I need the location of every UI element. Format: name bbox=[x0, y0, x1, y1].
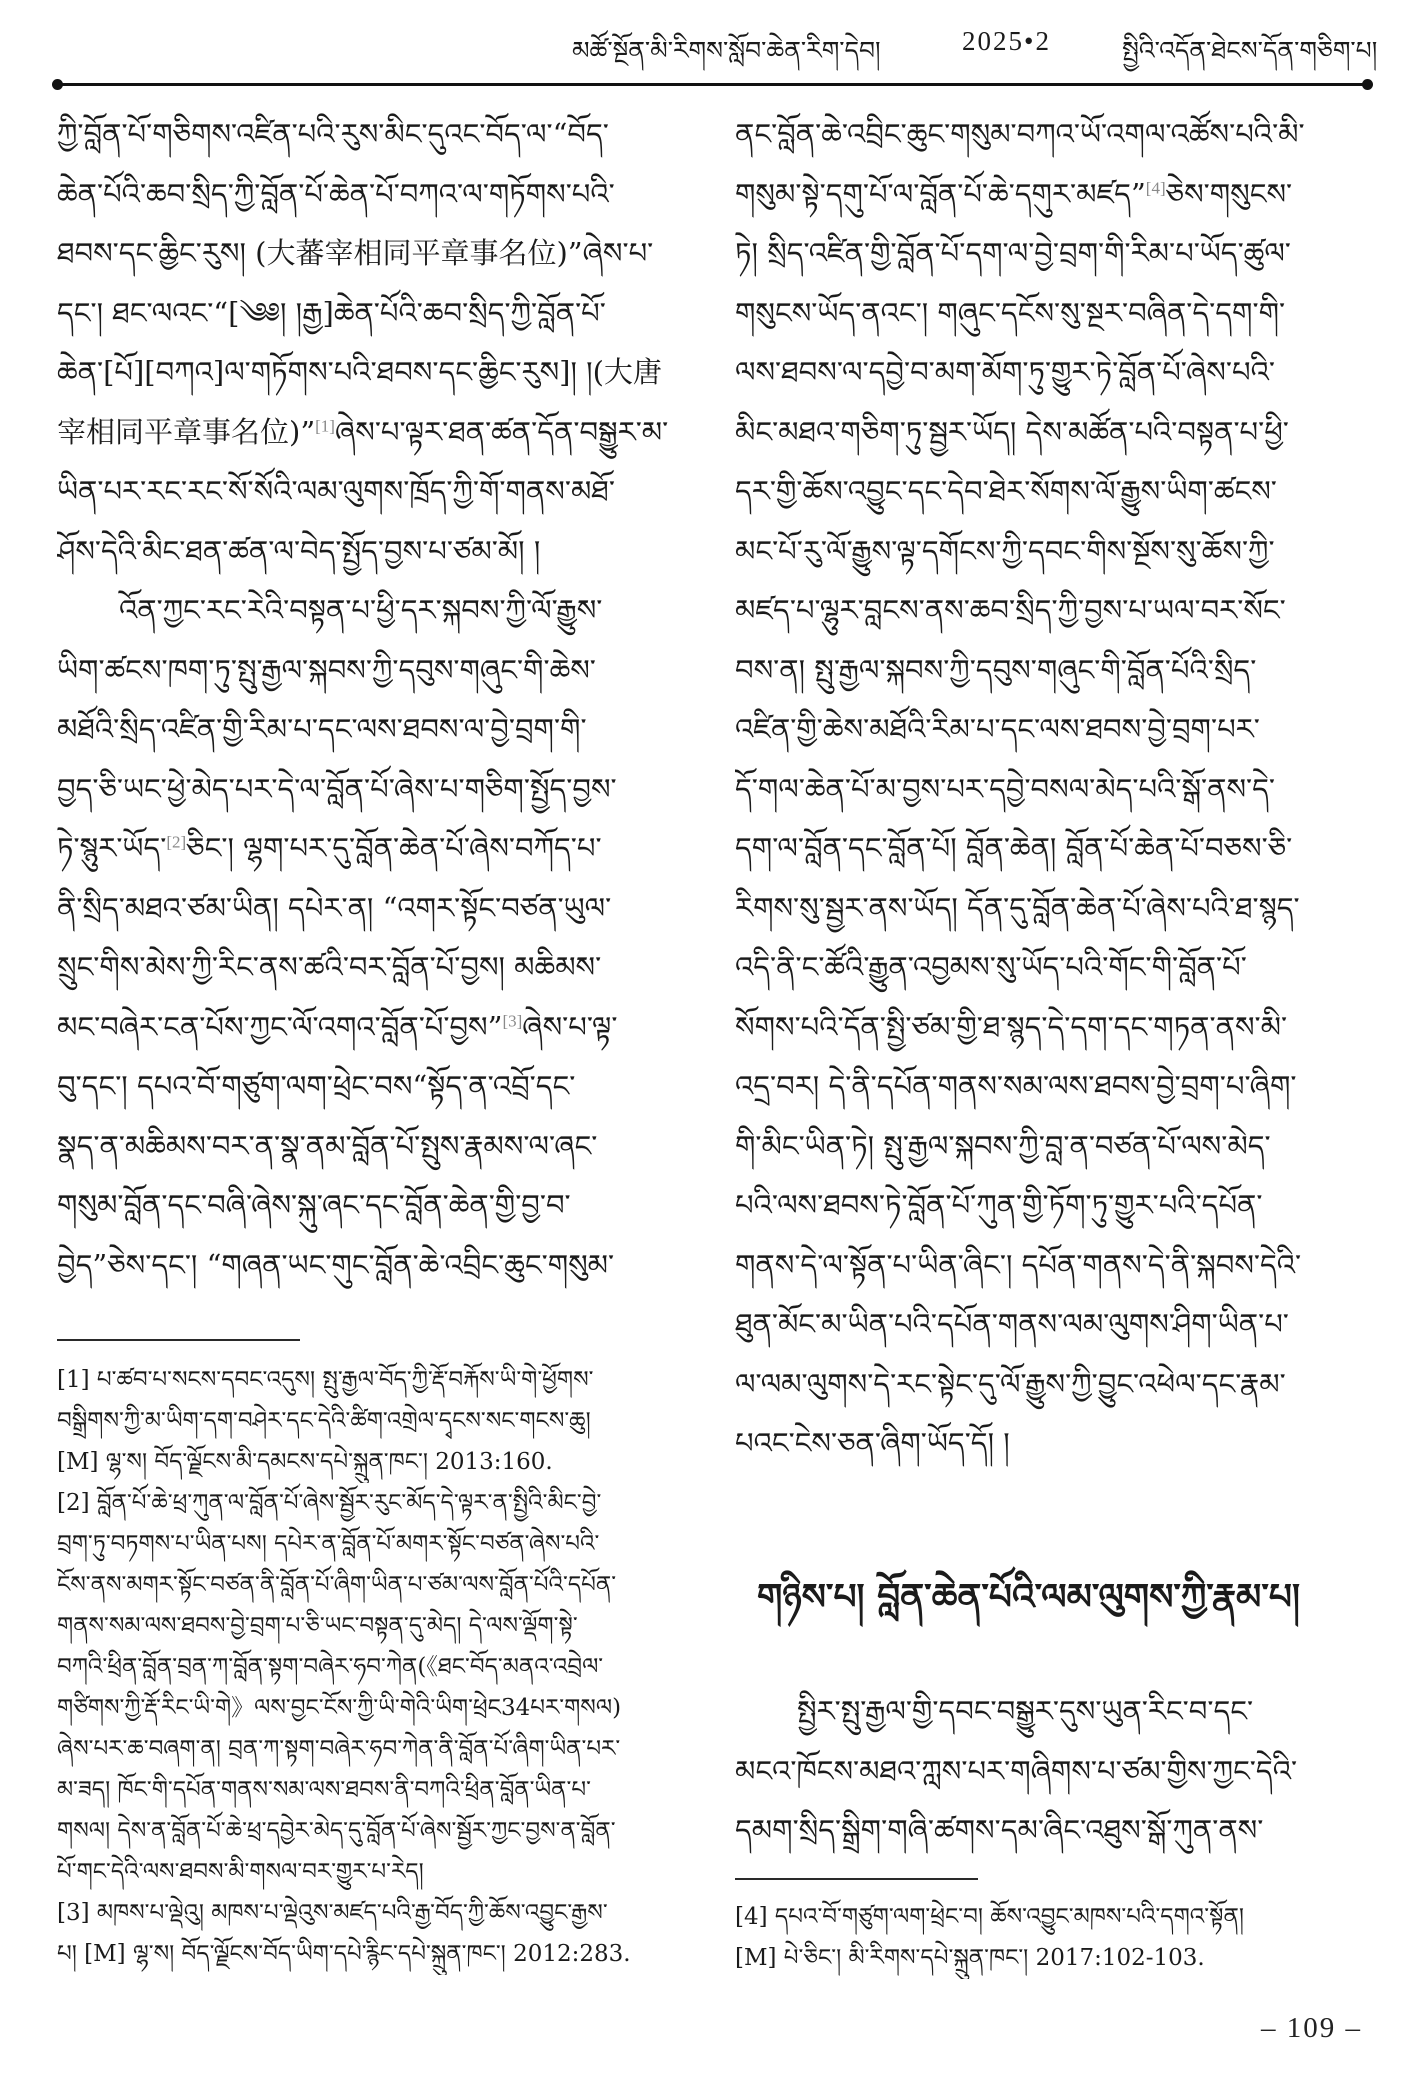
text-line: ཞེས་པར་ཆ་བཞག་ན། བྲན་ཀ་སྟག་བཞེར་ཧབ་ཀེན་ནི་བློན་པོ་ཞིག་ཡིན་པར་ bbox=[57, 1736, 621, 1762]
text-line: པའི་ལས་ཐབས་ཏེ་བློན་པོ་ཀུན་གྱི་ཏོག་ཏུ་གྱུར་པའི་དཔོན་ bbox=[735, 1188, 1263, 1222]
text-line: མང་པོ་རུ་ལོ་རྒྱུས་ལྟ་དགོངས་ཀྱི་དབང་གིས་སྔོས་སུ་ཆོས་ཀྱི་ bbox=[735, 533, 1275, 568]
text-line: རིགས་སུ་སྦྱར་ནས་ཡོད། དོན་དུ་བློན་ཆེན་པོ་ཞེས་པའི་ཐ་སྙད་ bbox=[735, 890, 1300, 925]
text-line: ནི་སྲིད་མཐའ་ཙམ་ཡིན། དཔེར་ན། “འགར་སྟོང་བཙན་ཡུལ་ bbox=[57, 890, 612, 925]
text-line: བྲག་ཏུ་བཏགས་པ་ཡིན་པས། དཔེར་ན་བློན་པོ་མགར་སྟོང་བཙན་ཞེས་པའི་ bbox=[57, 1531, 600, 1557]
footnotes-right-column bbox=[735, 1897, 1375, 1983]
text-line: གི་མིང་ཡིན་ཏེ། སྤུ་རྒྱལ་སྐབས་ཀྱི་བླ་ན་བཙན་པོ་ལས་མེད་ bbox=[735, 1128, 1271, 1163]
right-column-body-text-after-heading bbox=[735, 1682, 1375, 1862]
right-column-body-text bbox=[735, 105, 1375, 1485]
text-line: བས་ན། སྤུ་རྒྱལ་སྐབས་ཀྱི་དབུས་གཞུང་གི་བློན་པོའི་སྲིད་ bbox=[735, 652, 1257, 687]
text-line: ནང་བློན་ཆེ་འབྲིང་ཆུང་གསུམ་བཀའ་ཡོ་འགལ་འཚོས་པའི་མི་ bbox=[735, 117, 1305, 151]
text-line: ཐབས་དང་ཆྱིང་རུས། (大蕃宰相同平章事名位)”ཞེས་པ་ bbox=[57, 236, 654, 270]
text-line: བྱེད”ཅེས་དང་། “གཞན་ཡང་གུང་བློན་ཆེ་འབྲིང་ཆུང་གསུམ་ bbox=[57, 1247, 615, 1282]
text-line: བུ་དང་། དཔའ་བོ་གཙུག་ལག་ཕྲེང་བས“སྟོད་ན་འབྲོ་དང་ bbox=[57, 1069, 576, 1103]
text-line: ཀྱི་བློན་པོ་གཅིགས་འཛིན་པའི་རུས་མིང་དུའང་བོད་ལ་“བོད་ bbox=[57, 117, 609, 151]
footnote-separator-left bbox=[57, 1339, 300, 1341]
text-line: ཏེ། སྲིད་འཛིན་གྱི་བློན་པོ་དག་ལ་བྱེ་བྲག་གི་རིམ་པ་ཡོད་ཚུལ་ bbox=[735, 236, 1291, 270]
text-line: ལ་ལམ་ལུགས་དེ་རང་སྟེང་དུ་ལོ་རྒྱུས་ཀྱི་བྱུང་འཕེལ་དང་རྣམ་ bbox=[735, 1366, 1286, 1401]
header-rule bbox=[57, 83, 1370, 86]
running-head-journal-title: མཚོ་སྔོན་མི་རིགས་སློབ་ཆེན་རིག་དེབ། bbox=[572, 36, 881, 65]
text-line: འཛིན་གྱི་ཆེས་མཐོའི་རིམ་པ་དང་ལས་ཐབས་བྱེ་བྲག་པར་ bbox=[735, 712, 1260, 746]
text-line: གསལ། དེས་ན་བློན་པོ་ཆེ་ཕྲ་དབྱེར་མེད་དུ་བློན་པོ་ཞེས་སྦྱོར་ཀྱང་བྱས་ན་བློན་ bbox=[57, 1818, 616, 1844]
text-line: [4] དཔའ་བོ་གཙུག་ལག་ཕྲེང་བ། ཆོས་འབྱུང་མཁས་པའི་དགའ་སྟོན། bbox=[735, 1904, 1244, 1930]
text-line: བཀའི་ཕྲིན་བློན་བྲན་ཀ་བློན་སྟག་བཞེར་ཧབ་ཀེན(《ཐང་བོད་མནའ་འབྲེལ་ bbox=[57, 1654, 604, 1680]
left-column-body-text bbox=[57, 105, 703, 1297]
text-line: གཙིགས་ཀྱི་རྡོ་རིང་ཡི་གེ》ལས་བྱང་ངོས་ཀྱི་ཡི་གེའི་ཡིག་ཕྲེང34པར་གསལ) bbox=[57, 1695, 622, 1721]
text-line: ཡིག་ཚངས་ཁག་ཏུ་སྤུ་རྒྱལ་སྐབས་ཀྱི་དབུས་གཞུང་གི་ཆེས་ bbox=[57, 652, 596, 687]
text-line: དམག་སྲིད་སྒྲིག་གཞི་ཚགས་དམ་ཞིང་འཐུས་སྒོ་ཀུན་ནས་ bbox=[735, 1813, 1264, 1847]
text-line: དར་གྱི་ཆོས་འབྱུང་དང་དེབ་ཐེར་སོགས་ལོ་རྒྱུས་ཡིག་ཚངས་ bbox=[735, 474, 1277, 508]
text-line: གནས་སམ་ལས་ཐབས་བྱེ་བྲག་པ་ཅི་ཡང་བསྟན་དུ་མེད། དེ་ལས་ལྡོག་སྟེ་ bbox=[57, 1613, 578, 1639]
footnote-ref-marker: [1] bbox=[315, 415, 335, 435]
text-line: མཐོའི་སྲིད་འཛིན་གྱི་རིམ་པ་དང་ལས་ཐབས་ལ་བྱེ་བྲག་གི་ bbox=[57, 712, 587, 746]
text-line: དང་། ཐང་ལའང་“[༄༅། །རྒྱ]ཆེན་པོའི་ཆབ་སྲིད་ཀྱི་བློན་པོ་ bbox=[57, 295, 606, 330]
text-line: [1] པ་ཚབ་པ་སངས་དབང་འདུས། སྤུ་རྒྱལ་བོད་ཀྱི་རྡོ་བརྐོས་ཡི་གེ་ཕྱོགས་ bbox=[57, 1367, 594, 1393]
text-line: [M] ལྷ་ས། བོད་ལྗོངས་མི་དམངས་དཔེ་སྐྲུན་ཁང་། 2013:160. bbox=[57, 1449, 553, 1475]
footnotes-left-column bbox=[57, 1360, 703, 1980]
footnote-ref-marker: [2] bbox=[166, 832, 187, 852]
text-line: ཆེན་པོའི་ཆབ་སྲིད་ཀྱི་བློན་པོ་ཆེན་པོ་བཀའ་ལ་གཏོགས་པའི་ bbox=[57, 176, 615, 211]
text-line: ལས་ཐབས་ལ་དབྱེ་བ་མག་མོག་ཏུ་གྱུར་ཏེ་བློན་པོ་ཞེས་པའི་ bbox=[735, 355, 1275, 389]
text-line: སོགས་པའི་དོན་སྤྱི་ཙམ་གྱི་ཐ་སྙད་དེ་དག་དང་གཏན་ནས་མི་ bbox=[735, 1009, 1288, 1044]
text-line: པོ་གང་དེའི་ལས་ཐབས་མི་གསལ་བར་གྱུར་པ་རེད། bbox=[57, 1859, 424, 1885]
header-rule-left-dot bbox=[52, 79, 63, 90]
text-line: བྱད་ཅི་ཡང་ཕྱེ་མེད་པར་དེ་ལ་བློན་པོ་ཞེས་པ་གཅིག་སྤྱོད་བྱས་ bbox=[57, 771, 617, 806]
text-line: ཤོས་དེའི་མིང་ཐན་ཚན་ལ་བེད་སྤྱོད་བྱས་པ་ཙམ་མོ། ། bbox=[57, 533, 541, 568]
text-line: མཛད་པ་ལྷུར་བླངས་ནས་ཆབ་སྲིད་ཀྱི་བྱས་པ་ཡལ་བར་སོང་ bbox=[735, 593, 1286, 627]
text-line: མིང་མཐའ་གཅིག་ཏུ་སྦྱར་ཡོད། དེས་མཚོན་པའི་བསྟན་པ་ཕྱི་ bbox=[735, 414, 1289, 449]
text-line: སྣད་ན་མཆིམས་བར་ན་སྣ་ནམ་བློན་པོ་སྤུས་རྣམས་ལ་ཞང་ bbox=[57, 1128, 598, 1163]
text-line: མ་ཟད། ཁོང་གི་དཔོན་གནས་སམ་ལས་ཐབས་ནི་བཀའི་ཕྲིན་བློན་ཡིན་པ་ bbox=[57, 1777, 591, 1803]
text-line: གསུམ་སྟེ་དགུ་པོ་ལ་བློན་པོ་ཆེ་དགུར་མཛད”[4]ཅེས་གསུངས་ bbox=[735, 176, 1293, 211]
footnote-ref-marker: [3] bbox=[502, 1010, 523, 1030]
text-line: འོན་ཀྱང་རང་རེའི་བསྟན་པ་ཕྱི་དར་སྐབས་ཀྱི་ལོ་རྒྱུས་ bbox=[119, 593, 603, 627]
text-line: [M] པེ་ཅིང་། མི་རིགས་དཔེ་སྐྲུན་ཁང་། 2017:102-103. bbox=[735, 1945, 1205, 1971]
text-line: སྲུང་གིས་མེས་ཀྱི་རིང་ནས་ཚའི་བར་བློན་པོ་བྱས། མཆིམས་ bbox=[57, 950, 602, 984]
text-line: དོ་གལ་ཆེན་པོ་མ་བྱས་པར་དབྱེ་བསལ་མེད་པའི་སྒོ་ནས་དེ་ bbox=[735, 771, 1276, 806]
text-line: 宰相同平章事名位)”[1]ཞེས་པ་ལྟར་ཐན་ཚན་དོན་བསྒྱུར་མ་ bbox=[57, 414, 669, 449]
text-line: འདི་ནི་ང་ཚོའི་རྒྱུན་འབྱམས་སུ་ཡོད་པའི་གོང་གི་བློན་པོ་ bbox=[735, 950, 1247, 984]
header-rule-right-dot bbox=[1362, 79, 1373, 90]
text-line: བསྒྲིགས་ཀྱི་མ་ཡིག་དག་བཤེར་དང་དེའི་ཚིག་འགྲེལ་དྭངས་སང་གངས་ཆུ། bbox=[57, 1408, 591, 1434]
text-line: ཐུན་མོང་མ་ཡིན་པའི་དཔོན་གནས་ལམ་ལུགས་ཤིག་ཡིན་པ་ bbox=[735, 1307, 1289, 1341]
text-line: ཡིན་པར་རང་རང་སོ་སོའི་ལམ་ལུགས་ཁྲོད་ཀྱི་གོ་གནས་མཐོ་ bbox=[57, 474, 615, 508]
footnote-separator-right bbox=[735, 1878, 978, 1880]
text-line: [2] བློན་པོ་ཆེ་ཕྲ་ཀུན་ལ་བློན་པོ་ཞེས་སྦྱོར་རུང་མོད་དེ་ལྟར་ན་སྤྱིའི་མིང་བྱེ་ bbox=[57, 1490, 602, 1516]
text-line: འདྲ་བར། དེ་ནི་དཔོན་གནས་སམ་ལས་ཐབས་བྱེ་བྲག་པ་ཞིག་ bbox=[735, 1069, 1297, 1103]
text-line: ངོས་ནས་མགར་སྟོང་བཙན་ནི་བློན་པོ་ཞིག་ཡིན་པ་ཙམ་ལས་བློན་པོའི་དཔོན་ bbox=[57, 1572, 617, 1598]
running-head-issue-number: 2025•2 bbox=[962, 26, 1051, 56]
running-head-section-title: སྤྱིའི་འདོན་ཐེངས་དོན་གཅིག་པ། bbox=[1122, 36, 1378, 65]
text-line: མངའ་ཁོངས་མཐའ་ཀླས་པར་གཞིགས་པ་ཙམ་གྱིས་ཀྱང་དེའི་ bbox=[735, 1753, 1298, 1788]
text-line: ཏེ་སྙུར་ཡོད་[2]ཅིང་། ལྷག་པར་དུ་བློན་ཆེན་པོ་ཞེས་བཀོད་པ་ bbox=[57, 831, 602, 865]
text-line: གསུམ་བློན་དང་བཞི་ཞེས་སྐུ་ཞང་དང་བློན་ཆེན་གྱི་བྱ་བ་ bbox=[57, 1188, 571, 1222]
text-line: པ། [M] ལྷ་ས། བོད་ལྗོངས་བོད་ཡིག་དཔེ་རྙིང་དཔེ་སྐྲུན་ཁང་། 2012:283. bbox=[57, 1941, 631, 1967]
text-line: གསུངས་ཡོད་ནའང་། གཞུང་དངོས་སུ་སྔར་བཞིན་དེ་དག་གི་ bbox=[735, 295, 1286, 330]
section-heading: གཉིས་པ། བློན་ཆེན་པོའི་ལམ་ལུགས་ཀྱི་རྣམ་པ། bbox=[757, 1576, 1300, 1618]
page-number: – 109 – bbox=[1261, 2012, 1362, 2044]
text-line: ཆེན་[པོ][བཀའ]ལ་གཏོགས་པའི་ཐབས་དང་ཆྱིང་རུས]། །(大唐 bbox=[57, 355, 662, 389]
text-line: དག་ལ་བློན་དང་བློན་པོ། བློན་ཆེན། བློན་པོ་ཆེན་པོ་བཅས་ཅི་ bbox=[735, 831, 1293, 865]
text-line: [3] མཁས་པ་ལྡེའུ། མཁས་པ་ལྡེའུས་མཛད་པའི་རྒྱ་བོད་ཀྱི་ཆོས་འབྱུང་རྒྱས་ bbox=[57, 1900, 608, 1926]
text-line: མང་བཞེར་ངན་པོས་ཀྱང་ལོ་འགའ་བློན་པོ་བྱས”[3]ཞེས་པ་ལྟ་ bbox=[57, 1009, 618, 1044]
footnote-ref-marker: [4] bbox=[1145, 177, 1166, 197]
text-line: གནས་དེ་ལ་སྟོན་པ་ཡིན་ཞིང་། དཔོན་གནས་དེ་ནི་སྐབས་དེའི་ bbox=[735, 1247, 1302, 1282]
text-line: པའང་ངེས་ཅན་ཞིག་ཡོད་དོ། ། bbox=[735, 1426, 1010, 1460]
text-line: སྤྱིར་སྤུ་རྒྱལ་གྱི་དབང་བསྒྱུར་དུས་ཡུན་རིང་བ་དང་ bbox=[797, 1694, 1254, 1728]
